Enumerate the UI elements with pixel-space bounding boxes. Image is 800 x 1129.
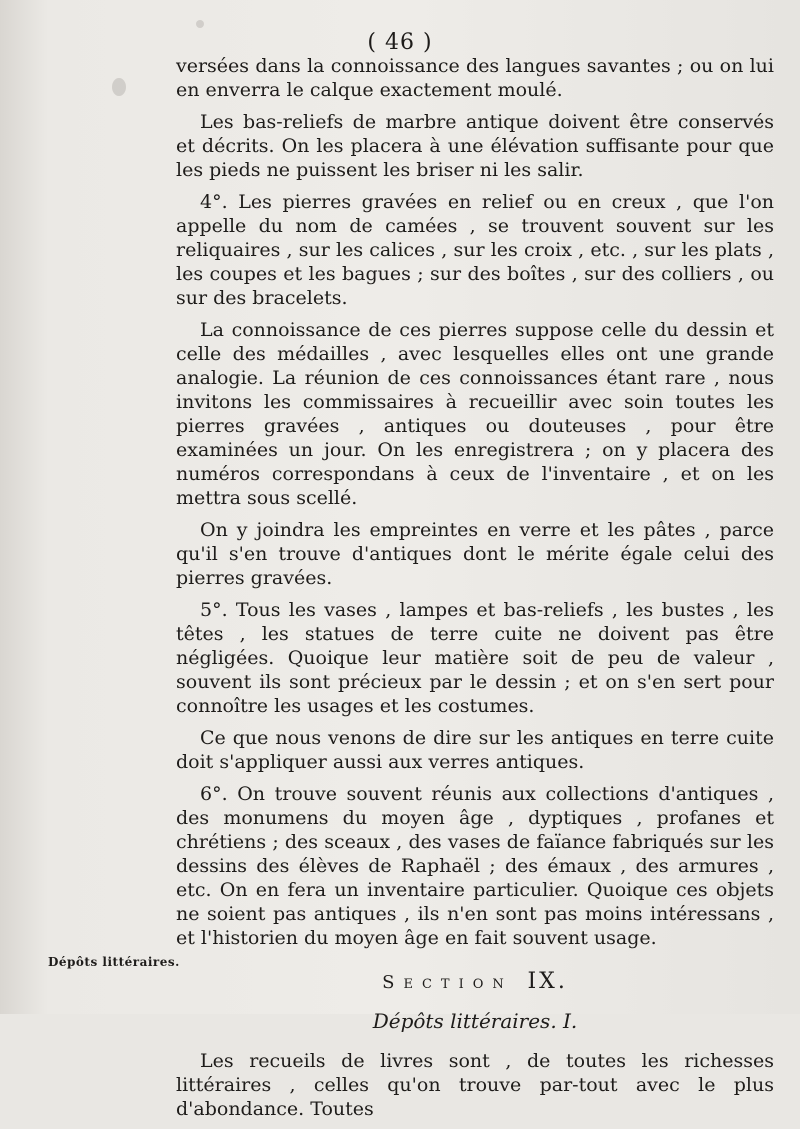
section-number: IX. (527, 969, 568, 994)
margin-note: Dépôts littéraires. (48, 955, 180, 969)
paper-stain (196, 20, 204, 28)
paragraph: versées dans la connoissance des langues savantes ; ou on lui en enverra le calque exactement moulé. (176, 55, 774, 101)
page-number: ( 46 ) (367, 30, 433, 55)
paragraph: On y joindra les empreintes en verre et les pâtes , parce qu'il s'en trouve d'antiques dont le mérite égale celui des pierres gravées. (176, 519, 774, 589)
section-heading (176, 970, 774, 995)
paragraph: 6°. On trouve souvent réunis aux collections d'antiques , des monumens du moyen âge , dyptiques , profanes et chrétiens ; des sceaux , des vases de faïance fabriqués sur les dessins des élèves de Raphaël ; des émaux , des armures , etc. On en fera un inventaire particulier. Quoique ces objets ne soient pas antiques , ils n'en sont pas moins intéressans , et l'historien du moyen âge en fait souvent usage. (176, 783, 774, 949)
section-word: Section (382, 972, 513, 993)
paragraph: 4°. Les pierres gravées en relief ou en creux , que l'on appelle du nom de camées , se trouvent souvent sur les reliquaires , sur les calices , sur les croix , etc. , sur les plats , les coupes et les bagues ; sur des boîtes , sur des colliers , ou sur des bracelets. (176, 191, 774, 309)
paragraph: Les recueils de livres sont , de toutes les richesses littéraires , celles qu'on trouve par-tout avec le plus d'abondance. Toutes (176, 1050, 774, 1120)
paragraph: Ce que nous venons de dire sur les antiques en terre cuite doit s'appliquer aussi aux verres antiques. (176, 727, 774, 773)
paragraph: 5°. Tous les vases , lampes et bas-reliefs , les bustes , les têtes , les statues de terre cuite ne doivent pas être négligées. Quoique leur matière soit de peu de valeur , souvent ils sont précieux par le dessin ; et on s'en sert pour connoître les usages et les costumes. (176, 599, 774, 717)
paragraph: La connoissance de ces pierres suppose celle du dessin et celle des médailles , avec lesquelles elles ont une grande analogie. La réunion de ces connoissances étant rare , nous invitons les commissaires à recueillir avec soin toutes les pierres gravées , antiques ou douteuses , pour être examinées un jour. On les enregistrera ; on y placera des numéros correspondans à ceux de l'inventaire , et on les mettra sous scellé. (176, 319, 774, 509)
body-text (176, 54, 774, 1129)
section-subheading: Dépôts littéraires. I. (372, 1009, 578, 1033)
paragraph: Les bas-reliefs de marbre antique doivent être conservés et décrits. On les placera à une élévation suffisante pour que les pieds ne puissent les briser ni les salir. (176, 111, 774, 181)
paper-stain (112, 78, 126, 96)
